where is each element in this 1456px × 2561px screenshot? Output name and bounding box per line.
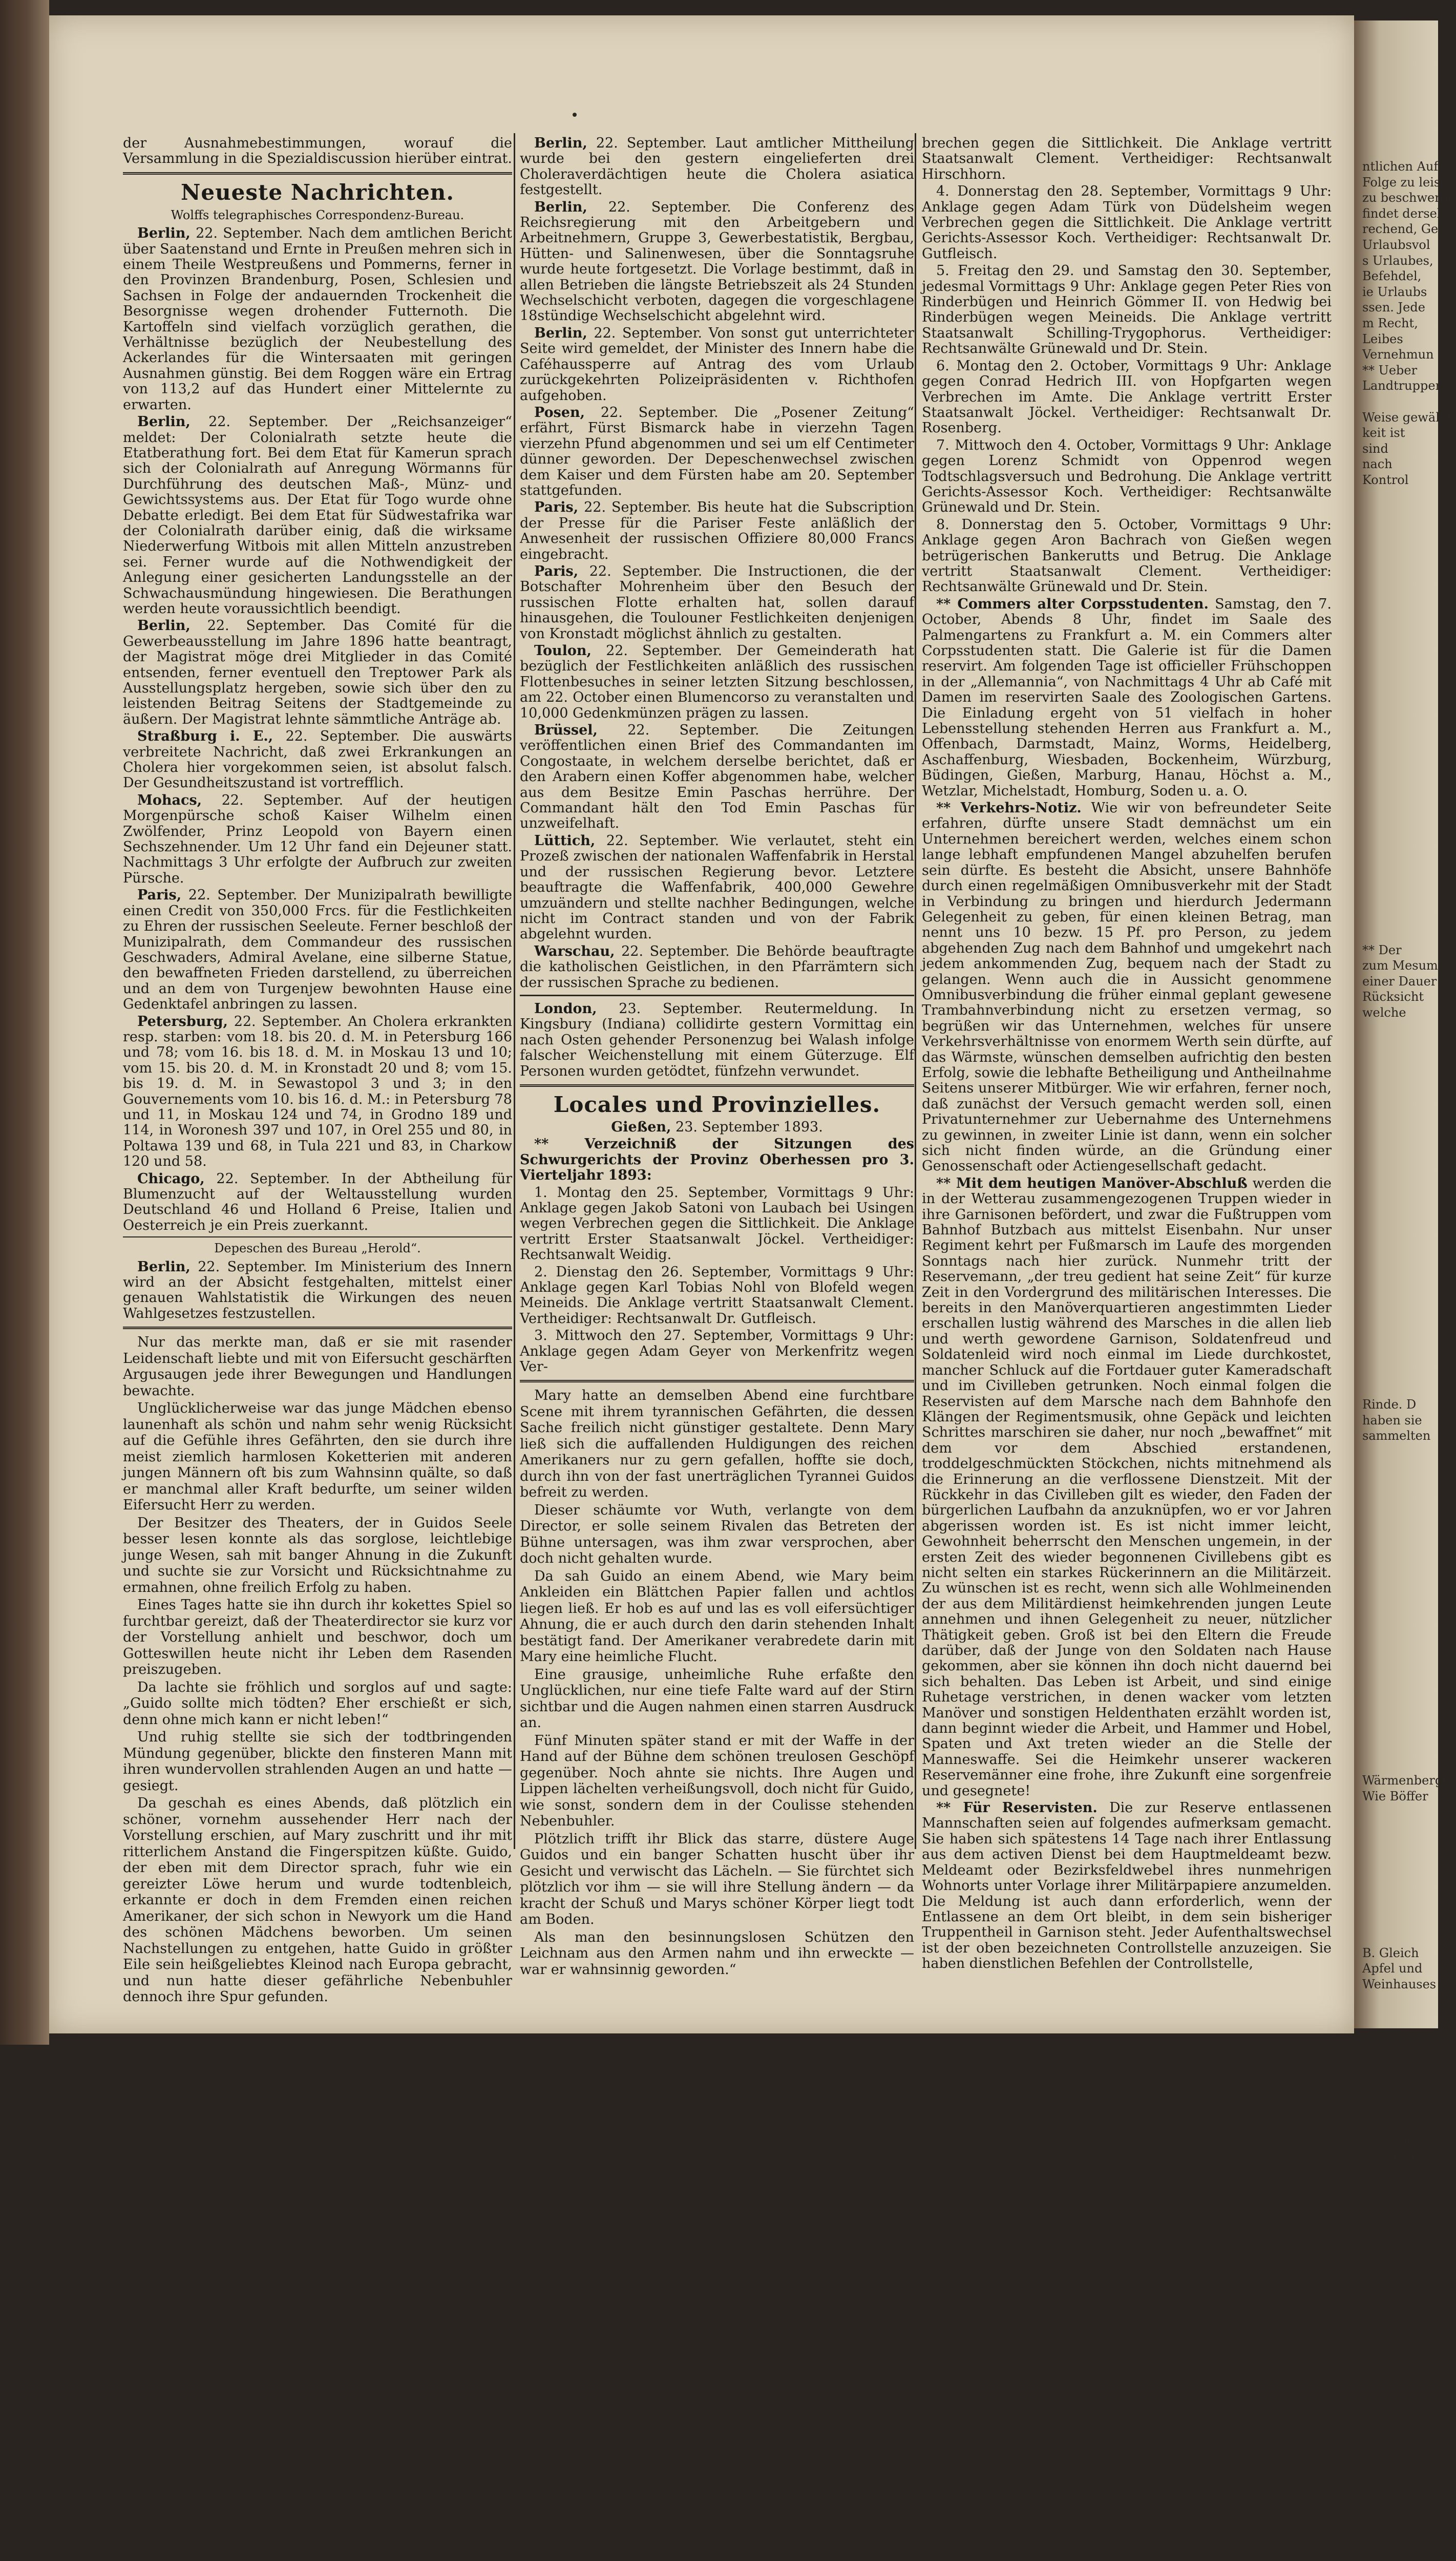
- adjacent-page-line: [1362, 723, 1439, 739]
- news-body: Die zur Reserve entlassenen Mannschaften seien auf folgendes aufmerksam gemacht. Sie haben sich spätestens 14 Tage nach ihrer Entlassung aus dem activen Dienst bei dem Hauptmeldeamt bezw. Meldeamt oder Bezirksfeldwebel ihres nunmehrigen Wohnorts unter Vorlage ihrer Militärpapiere anzumelden. Die Meldung ist auch dann erforderlich, wenn der Entlassene an dem Ort bleibt, in dem sein bisheriger Truppentheil in Garnison steht. Jeder Aufenthaltswechsel ist der oben bezeichneten Controllstelle anzuzeigen. Sie haben dienstlichen Befehlen der Controllstelle,: [922, 1800, 1332, 1972]
- adjacent-page-line: [1362, 1193, 1439, 1209]
- adjacent-page-line: [1362, 1632, 1439, 1648]
- news-dateline: London,: [534, 1000, 597, 1017]
- adjacent-page-line: B. Verhe: [1362, 2133, 1416, 2148]
- feuilleton-paragraph: Mary hatte an demselben Abend eine furchtbare Scene mit ihrem tyrannischen Gefährten, die dessen Sache freilich nicht günstiger gestaltete. Denn Mary ließ sich die auffallenden Huldigungen des reichen Amerikaners nur zu gern gefallen, hoffte sie doch, durch ihn von der fast unerträglichen Tyrannei Guidos befreit zu werden.: [520, 1388, 914, 1501]
- adjacent-page-line: [1362, 2259, 1439, 2275]
- adjacent-page-line: haben sie: [1362, 1413, 1422, 1428]
- news-item: [123, 888, 512, 1012]
- court-session: 4. Donnerstag den 28. September, Vormittags 9 Uhr: Anklage gegen Adam Türk von Düdelsheim wegen Verbrechen gegen die Sittlichkeit. Die Anklage vertritt Gerichts-Assessor Koch. Vertheidiger: Rechtsanwalt Dr. Gutfleisch.: [922, 183, 1332, 262]
- news-body: 23. September. Reutermeldung. In Kingsbury (Indiana) collidirte gestern Vormittag ein nach Osten gehender Personenzug bei Walash infolge falscher Weichenstellung mit einem Güterzuge. Elf Personen wurden getödtet, fünfzehn verwundet.: [520, 1000, 914, 1079]
- adjacent-page-line: [1362, 1663, 1439, 1679]
- adjacent-page-line: [1362, 2368, 1439, 2384]
- adjacent-page-line: nach: [1362, 457, 1392, 472]
- local-note: [922, 597, 1332, 799]
- adjacent-page-line: [1362, 644, 1439, 660]
- column-2: [520, 136, 914, 1979]
- adjacent-page-line: [1362, 2102, 1439, 2118]
- news-item: [123, 793, 512, 886]
- adjacent-page-line: [1362, 566, 1439, 582]
- adjacent-page-line: [1362, 1616, 1439, 1632]
- adjacent-page-line: [1362, 801, 1439, 817]
- court-session: 1. Montag den 25. September, Vormittags 9 Uhr: Anklage gegen Jakob Satoni von Laubach bei Usingen wegen Verbrechen gegen die Sittlichkeit. Die Anklage vertritt Erster Staatsanwalt Jöckel. Vertheidiger: Rechtsanwalt Weidig.: [520, 1184, 914, 1263]
- page-mark: [573, 113, 577, 117]
- news-dateline: Petersburg,: [137, 1013, 228, 1030]
- news-item: [123, 729, 512, 791]
- adjacent-page-line: [1362, 2509, 1439, 2525]
- adjacent-page-line: [1362, 1882, 1439, 1898]
- news-body: 22. September. Der Gemeinderath hat bezüglich der Festlichkeiten anläßlich des russischen Flottenbesuches in seiner letzten Sitzung beschlossen, am 22. October einen Blumencorso zu veranstalten und 10,000 Gedenkmünzen prägen zu lassen.: [520, 643, 914, 721]
- adjacent-page-text: [1362, 159, 1456, 2561]
- adjacent-page-line: [1362, 1178, 1439, 1193]
- adjacent-page-line: [1362, 2212, 1439, 2228]
- adjacent-page-line: [1362, 2243, 1439, 2259]
- adjacent-page-line: [1362, 2086, 1439, 2102]
- news-dateline: ** Für Reservisten.: [936, 1800, 1098, 1816]
- news-item: [123, 414, 512, 617]
- adjacent-page-line: [1362, 1757, 1439, 1773]
- adjacent-page-line: [1362, 1083, 1439, 1099]
- feuilleton-paragraph: Unglücklicherweise war das junge Mädchen ebenso launenhaft als schön und nahm sehr wenig Rücksicht auf die Gefühle ihres Gefährten, den sie durch ihre meist ziemlich harmlosen Koketterien mit anderen jungen Männern oft bis zum Wahnsinn quälte, so daß er manchmal aller Kraft bedurfte, um seiner wilden Eifersucht Herr zu werden.: [123, 1400, 512, 1514]
- adjacent-page-line: [1362, 582, 1439, 598]
- adjacent-page-line: [1362, 503, 1439, 519]
- adjacent-page-line: [1362, 911, 1439, 927]
- feuilleton-column-2: [520, 1388, 914, 1978]
- court-list: [922, 184, 1332, 595]
- news-item: [520, 136, 914, 198]
- feuilleton-paragraph: Als man den besinnungslosen Schützen den Leichnam aus den Armen nahm und ihn erweckte — war er wahnsinnig geworden.“: [520, 1929, 914, 1978]
- news-body: 22. September. Bis heute hat die Subscription der Presse für die Pariser Feste anläßlich der Anwesenheit der russischen Offiziere 80,000 Francs eingebracht.: [520, 499, 914, 562]
- adjacent-page-line: [1362, 2274, 1439, 2290]
- adjacent-page-line: [1362, 1459, 1439, 1475]
- news-body: 22. September. Wie verlautet, steht ein Prozeß zwischen der nationalen Waffenfabrik in Herstal und der russischen Regierung bevor. Letztere beauftragte die Waffenfabrik, 400,000 Gewehre umzuändern und stellte nachher Bedingungen, welche nicht im Contract standen und von der Fabrik abgelehnt wurden.: [520, 832, 914, 942]
- book-binding-left: [0, 0, 49, 2045]
- adjacent-page-line: [1362, 1350, 1439, 1366]
- adjacent-page-line: Befehdel,: [1362, 269, 1422, 284]
- adjacent-page-line: [1362, 519, 1439, 535]
- adjacent-page-line: [1362, 707, 1439, 723]
- news-item: [520, 326, 914, 404]
- adjacent-page-line: [1362, 1115, 1439, 1130]
- adjacent-page-line: [1362, 488, 1439, 503]
- adjacent-page-line: ** Der: [1362, 942, 1402, 957]
- divider: [520, 995, 914, 996]
- news-dateline: Berlin,: [137, 414, 191, 430]
- news-item: [123, 1014, 512, 1170]
- adjacent-page-line: rechend, Geg: [1362, 222, 1446, 237]
- adjacent-page-line: [1362, 1475, 1439, 1491]
- news-body: 22. September. Die Instructionen, die der Botschafter Mohrenheim über den Besuch der russischen Flotte erhalten hat, sollen darauf hinausgehen, die Toulouner Festlichkeiten denjenigen von Kronstadt möglichst ähnlich zu gestalten.: [520, 563, 914, 642]
- news-item: [520, 723, 914, 832]
- adjacent-page-line: [1362, 2493, 1439, 2509]
- adjacent-page-line: [1362, 770, 1439, 786]
- news-body: 22. September. Von sonst gut unterrichteter Seite wird gemeldet, der Minister des Innern habe die Caféhaussperre auf Antrag des vom Urlaub zurückgekehrten Polizeipräsidenten v. Richthofen aufgehoben.: [520, 325, 914, 404]
- adjacent-page-line: [1362, 1491, 1439, 1506]
- intro-text: der Ausnahmebestimmungen, worauf die Versammlung in die Spezialdiscussion hierüber eintrat.: [123, 135, 512, 167]
- news-item: [520, 833, 914, 942]
- feuilleton-paragraph: Plötzlich trifft ihr Blick das starre, düstere Auge Guidos und ein banger Schatten huscht über ihr Gesicht und verwischt das Lächeln. — Sie fürchtet sich plötzlich vor ihm — sie will ihre Stellung ändern — da kracht der Schuß und Marys schöner Körper liegt todt am Boden.: [520, 1831, 914, 1928]
- adjacent-page-line: ie Urlaubs: [1362, 284, 1427, 299]
- feuilleton-paragraph: Der Besitzer des Theaters, der in Guidos Seele besser lesen konnte als das sorglose, leichtlebige junge Wesen, sah mit banger Ahnung in die Zukunft und suchte sie zur Vorsicht und Rücksichtnahme zu ermahnen, ohne freilich Erfolg zu haben.: [123, 1515, 512, 1596]
- adjacent-page-line: [1362, 1726, 1439, 1741]
- adjacent-page-line: [1362, 2556, 1439, 2561]
- adjacent-page-line: [1362, 1381, 1439, 1397]
- news-body: werden die in der Wetterau zusammengezogenen Truppen wieder in ihre Garnisonen befördert, und zwar die Fußtruppen vom Bahnhof Butzbach aus mittelst Eisenbahn. Nur unser Regiment kehrt per Fußmarsch im Laufe des morgenden Sonntags nach hier zurück. Nunmehr tritt der Reservemann, „der treu gedient hat seine Zeit“ für kurze Zeit in den Vordergrund des militärischen Interesses. Die bereits in den Manöverquartieren angestimmten Lieder erschallen lustig während des Marsches in die allen lieb und werth gewordene Garnison, Soldatenfreud und Soldatenleid wird noch einmal im Liede durchkostet, mancher Schluck auf die Fortdauer guter Kameradschaft und im Civilleben getrunken. Noch einmal folgen die Reservisten auf dem Marsche nach dem Bahnhofe den Klängen der Regimentsmusik, ohne Gepäck und leichten Schrittes marschiren sie daher, nur noch „bewaffnet“ mit dem vor dem Abschied erstandenen, troddelgeschmückten Stöckchen, nichts mitnehmend als die Erinnerung an die verflossene Dienstzeit. Mit der Rückkehr in das Civilleben gilt es wieder, den Faden der bürgerlichen Laufbahn da anzuknüpfen, wo er vor Jahren abgerissen worden ist. Es ist nicht immer leicht, Gewohnheit beherrscht den Menschen ungemein, in der ersten Zeit des wieder begonnenen Civillebens gibt es nicht selten ein starkes Rückerinnern an die Militärzeit. Zu wünschen ist es recht, wenn sich alle Wohlmeinenden der aus dem Militärdienst heimkehrenden jungen Leute annehmen und ihnen Gelegenheit zu neuer, nützlicher Thätigkeit geben. Groß ist bei den Eltern die Freude darüber, daß der Junge von den Soldaten nach Hause gekommen, aber sie können ihn doch nicht dauernd bei sich behalten. Das Leben ist Arbeit, und sind einige Ruhetage verstrichen, in denen wacker vom letzten Manöver und sonstigen Heldenthaten erzählt worden ist, dann beginnt wieder die Arbeit, und Hammer und Hobel, Spaten und Axt treten wieder an die Stelle der Manneswaffe. Sei die Heimkehr unserer wackeren Reservemänner eine frohe, ihre Zukunft eine sorgenfreie und gesegnete!: [922, 1175, 1332, 1799]
- news-item: [520, 500, 914, 562]
- adjacent-page-line: s Urlaubes,: [1362, 253, 1433, 268]
- news-item: [520, 405, 914, 498]
- adjacent-page-line: [1362, 754, 1439, 770]
- adjacent-page-line: [1362, 1804, 1439, 1820]
- adjacent-page-line: [1362, 1992, 1439, 2008]
- adjacent-page-line: [1362, 394, 1439, 410]
- adjacent-page-line: [1362, 691, 1439, 707]
- news-dateline: Mohacs,: [137, 792, 202, 808]
- adjacent-page-line: Leibes: [1362, 331, 1403, 346]
- adjacent-page-line: [1362, 1303, 1439, 1318]
- news-dateline: Berlin,: [137, 1258, 191, 1275]
- adjacent-page-line: [1362, 2227, 1439, 2243]
- adjacent-page-line: Weinhauses: [1362, 1977, 1437, 1991]
- adjacent-page-line: [1362, 1929, 1439, 1945]
- news-item: [520, 564, 914, 642]
- news-item: [123, 618, 512, 727]
- adjacent-page-line: [1362, 2416, 1439, 2431]
- adjacent-page-line: [1362, 2384, 1439, 2400]
- news-dateline: Paris,: [534, 499, 579, 516]
- news-body: 22. September. An Cholera erkrankten resp. starben: vom 18. bis 20. d. M. in Petersburg 166 und 78; vom 16. bis 18. d. M. in Moskau 13 und 10; vom 15. bis 20. d. M. in Kronstadt 20 und 8; vom 15. bis 19. d. M. in Sewastopol 3 und 3; in den Gouvernements vom 10. bis 16. d. M.: in Petersburg 78 und 11, in Moskau 124 und 74, in Grodno 189 und 114, in Woronesh 397 und 107, in Orel 255 und 80, in Poltawa 139 und 68, in Tula 221 und 83, in Charkow 120 und 58.: [123, 1013, 512, 1170]
- adjacent-page-line: [1362, 1334, 1439, 1350]
- feuilleton-column-1: [123, 1334, 512, 2005]
- local-note: [922, 1800, 1332, 1971]
- adjacent-page-line: [1362, 895, 1439, 911]
- adjacent-page-line: [1362, 2321, 1439, 2337]
- adjacent-page-line: [1362, 2055, 1439, 2071]
- news-body: 22. September. Die „Posener Zeitung“ erfährt, Fürst Bismarck habe in vierzehn Tagen vierzehn Pfund abgenommen und sei um elf Centimeter dünner geworden. Der Depeschenwechsel zwischen dem Kaiser und dem Fürsten habe am 20. September stattgefunden.: [520, 404, 914, 498]
- news-body: 22. September. Laut amtlicher Mittheilung wurde bei den gestern eingelieferten drei Choleraverdächtigen heute die Cholera asiatica festgestellt.: [520, 135, 914, 198]
- adjacent-page-line: [1362, 2353, 1439, 2368]
- adjacent-page-line: [1362, 676, 1439, 692]
- news-dateline: Brüssel,: [534, 722, 598, 739]
- adjacent-page-line: Landtruppen: [1362, 379, 1444, 393]
- adjacent-page-line: Apfel und: [1362, 1961, 1423, 1976]
- feuilleton-paragraph: Da sah Guido an einem Abend, wie Mary beim Ankleiden ein Blättchen Papier fallen und achtlos liegen ließ. Er hob es auf und las es voll eifersüchtiger Ahnung, die er auch durch den darin stehenden Inhalt bestätigt fand. Der Amerikaner verabredete darin mit Mary eine heimliche Flucht.: [520, 1568, 914, 1665]
- news-dateline: Berlin,: [534, 325, 587, 341]
- news-dateline: ** Verkehrs-Notiz.: [936, 800, 1082, 816]
- news-dateline: Paris,: [534, 563, 579, 579]
- adjacent-page-line: [1362, 1522, 1439, 1538]
- news-body: 22. September. Die Zeitungen veröffentlichen einen Brief des Commandanten im Congostaate, in welchem derselbe berichtet, daß er den Arabern einen Koffer abgenommen habe, welcher aus dem Besitze Emin Paschas herrühre. Der Commandant hält den Tod Emin Paschas für unzweifelhaft.: [520, 722, 914, 832]
- adjacent-page-line: [1362, 2196, 1439, 2212]
- adjacent-page-line: [1362, 1444, 1439, 1460]
- section-title-news: Neueste Nachrichten.: [181, 179, 454, 205]
- adjacent-page-line: [1362, 1130, 1439, 1146]
- feuilleton-paragraph: Eines Tages hatte sie ihn durch ihr kokettes Spiel so furchtbar gereizt, daß der Theaterdirector sie kurz vor der Vorstellung anhielt und beschwor, doch um Gotteswillen heute nicht ihr Leben dem Rasenden preiszugeben.: [123, 1597, 512, 1678]
- dateline-city: Gießen,: [611, 1119, 671, 1135]
- adjacent-page-line: [1362, 848, 1439, 864]
- adjacent-page-line: sind: [1362, 441, 1388, 456]
- news-list: [123, 226, 512, 1233]
- adjacent-page-line: [1362, 1067, 1439, 1083]
- adjacent-page-line: [1362, 1036, 1439, 1052]
- adjacent-page-line: [1362, 1851, 1439, 1867]
- adjacent-page-line: [1362, 817, 1439, 833]
- local-dateline: [520, 1120, 914, 1135]
- adjacent-page-line: Wasserhaus: [1362, 2149, 1437, 2164]
- adjacent-page-line: [1362, 879, 1439, 895]
- column-1: [123, 136, 512, 2007]
- adjacent-page-line: [1362, 551, 1439, 566]
- adjacent-page-line: [1362, 2070, 1439, 2086]
- adjacent-page-line: [1362, 1287, 1439, 1303]
- column-rule-1: [514, 133, 515, 1849]
- dateline-date: 23. September 1893.: [676, 1119, 823, 1135]
- adjacent-page-line: [1362, 2337, 1439, 2353]
- feuilleton-paragraph: Nur das merkte man, daß er sie mit rasender Leidenschaft liebte und mit von Eifersucht geschärften Argusaugen jede ihrer Bewegungen und Handlungen bewachte.: [123, 1334, 512, 1399]
- divider: [123, 1236, 512, 1237]
- adjacent-page-line: Kontrol: [1362, 472, 1409, 487]
- adjacent-page-line: [1362, 833, 1439, 849]
- news-dateline: Berlin,: [137, 225, 191, 242]
- news-item: [123, 1171, 512, 1234]
- adjacent-page-line: [1362, 2008, 1439, 2024]
- news-body: 22. September. In der Abtheilung für Blumenzucht auf der Weltausstellung wurden Deutschland 46 und Holland 6 Preise, Italien und Oesterreich je ein Preis zuerkannt.: [123, 1170, 512, 1233]
- court-session: 2. Dienstag den 26. September, Vormittags 9 Uhr: Anklage gegen Karl Tobias Nohl von Blofeld wegen Meineids. Die Anklage vertritt Staatsanwalt Clement. Vertheidiger: Rechtsanwalt Dr. Gutfleisch.: [520, 1264, 914, 1327]
- adjacent-page-line: [1362, 1836, 1439, 1852]
- court-continuation: brechen gegen die Sittlichkeit. Die Anklage vertritt Staatsanwalt Clement. Vertheidiger: Rechtsanwalt Hirschhorn.: [922, 135, 1332, 182]
- court-session: 7. Mittwoch den 4. October, Vormittags 9 Uhr: Anklage gegen Lorenz Schmidt von Oppenrod wegen Todtschlagsversuch und Bedrohung. Die Anklage vertritt Gerichts-Assessor Koch. Vertheidiger: Rechtsanwälte Grünewald und Dr. Stein.: [922, 437, 1332, 516]
- section-title-local: Locales und Provinzielles.: [553, 1091, 881, 1117]
- adjacent-page-line: sammelten: [1362, 1429, 1431, 1443]
- herold-heading: Depeschen des Bureau „Herold“.: [214, 1241, 421, 1256]
- news-item: [520, 1001, 914, 1079]
- adjacent-page-line: Weise gewählt: [1362, 410, 1452, 425]
- adjacent-page-line: Urlaubsvol: [1362, 237, 1430, 252]
- adjacent-page-line: [1362, 1694, 1439, 1710]
- news-dateline: Lüttich,: [534, 832, 596, 849]
- adjacent-page-line: [1362, 1554, 1439, 1569]
- news-item: [520, 643, 914, 721]
- court-session: 8. Donnerstag den 5. October, Vormittags 9 Uhr: Anklage gegen Aron Bachrach von Gießen wegen betrügerischen Bankerutts und Betrug. Die Anklage vertritt Staatsanwalt Clement. Vertheidiger: Rechtsanwälte Grünewald und Dr. Stein.: [922, 516, 1332, 595]
- adjacent-page-line: [1362, 2039, 1439, 2055]
- news-body: Samstag, den 7. October, Abends 8 Uhr, findet im Saale des Palmengartens zu Frankfurt a. M. ein Commers alter Corpsstudenten statt. Die Galerie ist für die Damen reservirt. Am folgenden Tage ist officieller Frühschoppen in der „Allemannia“, von Nachmittags 4 Uhr ab Café mit Damen im reservirten Saale des Zoologischen Gartens. Die Einladung ergeht von 51 vielfach in hoher Lebensstellung stehenden Herren aus Frankfurt a. M., Offenbach, Darmstadt, Mainz, Worms, Heidelberg, Aschaffenburg, Wiesbaden, Bockenheim, Würzburg, Büdingen, Gießen, Marburg, Hanau, Höchst a. M., Wetzlar, Michelstadt, Homburg, Soden u. a. O.: [922, 596, 1332, 799]
- news-body: 22. September. Die auswärts verbreitete Nachricht, daß zwei Erkrankungen an Cholera hier vorgekommen seien, ist absolut falsch. Der Gesundheitszustand ist vortrefflich.: [123, 728, 512, 791]
- news-body: 22. September. Die Conferenz des Reichsregierung mit den Arbeitgebern und Arbeitnehmern, Gruppe 3, Gewerbestatistik, Bergbau, Hütten- und Salinenwesen, über die Sonntagsruhe wurde heute fortgesetzt. Die Vorlage bestimmt, daß in allen Betrieben die längste Betriebszeit als 24 Stunden Wechselschicht verboten, dagegen die vorgeschlagene 18stündige Wechselschicht abgelehnt wird.: [520, 199, 914, 324]
- adjacent-page-line: [1362, 2462, 1439, 2478]
- adjacent-page-line: [1362, 1099, 1439, 1115]
- adjacent-page-line: [1362, 2290, 1439, 2306]
- adjacent-page-line: [1362, 1146, 1439, 1162]
- news-body: 22. September. Der „Reichsanzeiger“ meldet: Der Colonialrath setzte heute die Etatberathung fort. Bei dem Etat für Kamerun sprach sich der Colonialrath auf Anregung Wörmanns für Durchführung des deutschen Maß-, Münz- und Gewichtssystems aus. Der Etat für Togo wurde ohne Debatte erledigt. Bei dem Etat für Südwestafrika war der Colonialrath darüber einig, daß die wirksame Niederwerfung Witbois mit allen Mitteln anzustreben sei. Ferner wurde auf die Nothwendigkeit der Anlegung einer gesicherten Landungsstelle an der Schwachausmündung hingewiesen. Die Berathungen werden heute voraussichtlich beendigt.: [123, 414, 512, 617]
- court-session: 6. Montag den 2. October, Vormittags 9 Uhr: Anklage gegen Conrad Hedrich III. von Hopfgarten wegen Verbrechen im Amte. Die Anklage vertritt Erster Staatsanwalt Jöckel. Vertheidiger: Rechtsanwalt Dr. Rosenberg.: [922, 358, 1332, 436]
- adjacent-page-line: Vernehmun: [1362, 347, 1434, 362]
- news-body: Wie wir von befreundeter Seite erfahren, dürfte unsere Stadt demnächst um ein Unternehmen bereichert werden, welches einem schon lange lebhaft empfundenen Mangel abzuhelfen berufen sein dürfte. Es besteht die Absicht, unsere Bahnhöfe durch einen regelmäßigen Omnibusverkehr mit der Stadt in Verbindung zu bringen und hierdurch Jedermann Gelegenheit zu geben, für einen kleinen Betrag, man nennt uns 10 bezw. 15 Pf. pro Person, zu jedem abgehenden Zug nach dem Bahnhof und umgekehrt nach jedem ankommenden Zug, bequem nach der Stadt zu gelangen. Wenn auch die in Aussicht genommene Omnibusverbindung die früher einmal geplant gewesene Trambahnverbindung nicht zu ersetzen vermag, so begrüßen wir das Unternehmen, welches für unsere Verkehrsverhältnisse von enormem Werth sein dürfte, auf das Wärmste, wünschen demselben aufrichtig den besten Erfolg, sowie die lebhafte Betheiligung und Antheilnahme Seitens unserer Mitbürger. Wie wir erfahren, ferner noch, daß zunächst der Versuch gemacht werden soll, einen Privatunternehmer zur Uebernahme des Unternehmens zu gewinnen, in zweiter Linie ist dann, wenn ein solcher sich nicht finden würde, an die Gründung einer Genossenschaft oder Actiengesellschaft gedacht.: [922, 800, 1332, 1174]
- adjacent-page-line: [1362, 613, 1439, 629]
- adjacent-page-line: welche: [1362, 1005, 1406, 1020]
- adjacent-page-line: Rinde. D: [1362, 1397, 1417, 1412]
- local-note: [922, 801, 1332, 1174]
- adjacent-page-line: [1362, 1538, 1439, 1554]
- news-dateline: ** Mit dem heutigen Manöver-Abschluß: [936, 1175, 1248, 1191]
- court-list: [520, 1185, 914, 1375]
- news-item: [520, 944, 914, 991]
- divider: [520, 1084, 914, 1087]
- adjacent-page-line: Folge zu leiste: [1362, 175, 1453, 190]
- news-body: 22. September. Das Comité für die Gewerbeausstellung im Jahre 1896 hatte beantragt, der Magistrat möge drei Mitglieder in das Comité entsenden, ferner eventuell den Treptower Park als Ausstellungsplatz hergeben, sowie sich über den zu leistenden Beitrag Seitens der Stadtgemeinde zu äußern. Der Magistrat lehnte sämmtliche Anträge ab.: [123, 618, 512, 727]
- adjacent-page-line: [1362, 1914, 1439, 1930]
- news-item: [520, 200, 914, 324]
- adjacent-page-line: [1362, 535, 1439, 551]
- adjacent-page-line: findet derselb: [1362, 206, 1449, 221]
- adjacent-page-line: [1362, 2478, 1439, 2494]
- court-session: 3. Mittwoch den 27. September, Vormittags 9 Uhr: Anklage gegen Adam Geyer von Merkenfritz wegen Ver-: [520, 1328, 914, 1375]
- adjacent-page-line: [1362, 1569, 1439, 1585]
- adjacent-page-line: B. Gleich: [1362, 1945, 1419, 1960]
- adjacent-page-line: [1362, 1209, 1439, 1225]
- adjacent-page-line: [1362, 1647, 1439, 1663]
- adjacent-page-line: [1362, 2400, 1439, 2416]
- adjacent-page-line: [1362, 2024, 1439, 2040]
- feuilleton-paragraph: Fünf Minuten später stand er mit der Waffe in der Hand auf der Bühne dem schönen treulosen Geschöpf gegenüber. Noch ahnte sie nichts. Ihre Augen und Lippen lächelten verheißungsvoll, doch nicht für Guido, wie sonst, sondern dem in der Coulisse stehenden Nebenbuhler.: [520, 1732, 914, 1830]
- divider: [123, 172, 512, 175]
- local-note: [922, 1176, 1332, 1799]
- adjacent-page-line: [1362, 1710, 1439, 1726]
- adjacent-page-line: [1362, 1741, 1439, 1757]
- adjacent-page-line: [1362, 1162, 1439, 1178]
- adjacent-page-line: m Recht,: [1362, 316, 1418, 330]
- adjacent-page-line: [1362, 2117, 1439, 2133]
- adjacent-page-line: [1362, 660, 1439, 676]
- adjacent-page-line: [1362, 739, 1439, 754]
- news-body: 22. September. Im Ministerium des Innern wird an der Absicht festgehalten, mittelst einer genauen Wahlstatistik die Wirkungen des neuen Wahlgesetzes festzustellen.: [123, 1258, 512, 1321]
- news-dateline: Berlin,: [534, 135, 587, 151]
- adjacent-page-edge: [1354, 20, 1456, 2164]
- feuilleton-paragraph: Und ruhig stellte sie sich der todtbringenden Mündung gegenüber, blickte den finsteren Mann mit ihren wundervollen strahlenden Augen an und hatte — gesiegt.: [123, 1729, 512, 1794]
- news-dateline: Posen,: [534, 404, 585, 421]
- adjacent-page-line: [1362, 1052, 1439, 1068]
- news-item: [123, 226, 512, 413]
- adjacent-page-line: ntlichen Aufsi: [1362, 159, 1449, 174]
- adjacent-page-line: [1362, 2525, 1439, 2541]
- adjacent-page-line: [1362, 1820, 1439, 1836]
- news-body: 22. September. Die Behörde beauftragte die katholischen Geistlichen, in den Pfarrämtern sich der russischen Sprache zu bedienen.: [520, 943, 914, 991]
- adjacent-page-line: [1362, 1224, 1439, 1240]
- adjacent-page-line: [1362, 2541, 1439, 2556]
- adjacent-page-line: [1362, 1240, 1439, 1256]
- adjacent-page-line: [1362, 1506, 1439, 1522]
- news-list: [520, 136, 914, 991]
- news-dateline: Straßburg i. E.,: [137, 728, 273, 745]
- adjacent-page-line: zu beschwerde: [1362, 191, 1456, 205]
- adjacent-page-line: einer Dauer: [1362, 974, 1437, 989]
- adjacent-page-line: [1362, 2305, 1439, 2321]
- adjacent-page-line: [1362, 1679, 1439, 1695]
- adjacent-page-line: [1362, 1867, 1439, 1883]
- news-dateline: Berlin,: [534, 199, 587, 215]
- news-dateline: Chicago,: [137, 1170, 205, 1187]
- adjacent-page-line: ** Ueber: [1362, 363, 1418, 377]
- adjacent-page-line: Wie Böffer: [1362, 1789, 1428, 1803]
- news-body: 22. September. Nach dem amtlichen Bericht über Saatenstand und Ernte in Preußen mehren sich in einem Theile Westpreußens und Pommerns, ferner in den Provinzen Brandenburg, Posen, Schlesien und Sachsen in Folge der andauernden Trockenheit die Besorgnisse wegen drohender Futternoth. Die Kartoffeln sind vielfach vorzüglich gerathen, die Verhältnisse bezüglich der Neubestellung des Ackerlandes für die Wintersaaten mit geringen Ausnahmen günstig. Bei dem Roggen wäre ein Ertrag von 113,2 auf das Hundert einer Mittelernte zu erwarten.: [123, 225, 512, 413]
- news-body: 22. September. Auf der heutigen Morgenpürsche schoß Kaiser Wilhelm einen Zwölfender, Prinz Leopold von Bayern einen Sechszehnender. Um 12 Uhr fand ein Dejeuner statt. Nachmittags 3 Uhr erfolgte der Aufbruch zur zweiten Pürsche.: [123, 792, 512, 886]
- feuilleton-paragraph: Eine grausige, unheimliche Ruhe erfaßte den Unglücklichen, nur eine tiefe Falte ward auf der Stirn sichtbar und die Augen nahmen einen starren Ausdruck an.: [520, 1666, 914, 1731]
- news-item: [123, 1259, 512, 1322]
- adjacent-page-line: [1362, 2165, 1439, 2180]
- adjacent-page-line: [1362, 598, 1439, 614]
- adjacent-page-line: [1362, 1021, 1439, 1037]
- feuilleton-paragraph: Dieser schäumte vor Wuth, verlangte von dem Director, er solle seinem Rivalen das Betreten der Bühne untersagen, was ihm zwar versprochen, aber doch nicht gehalten wurde.: [520, 1502, 914, 1567]
- adjacent-page-line: Rücksicht: [1362, 990, 1424, 1004]
- adjacent-page-line: [1362, 2447, 1439, 2463]
- adjacent-page-line: [1362, 1898, 1439, 1914]
- news-dateline: Berlin,: [137, 618, 191, 634]
- feuilleton-paragraph: Da lachte sie fröhlich und sorglos auf und sagte: „Guido sollte mich tödten? Eher erschießt er sich, denn ohne mich kann er nicht leben!“: [123, 1679, 512, 1728]
- adjacent-page-line: [1362, 864, 1439, 880]
- adjacent-page-line: [1362, 1366, 1439, 1381]
- column-rule-2: [915, 133, 916, 1849]
- adjacent-page-line: [1362, 1318, 1439, 1334]
- news-dateline: Toulon,: [534, 643, 592, 659]
- adjacent-page-line: zum Mesum: [1362, 958, 1438, 973]
- adjacent-page-line: [1362, 2180, 1439, 2196]
- adjacent-page-line: [1362, 2431, 1439, 2447]
- adjacent-page-line: [1362, 1256, 1439, 1272]
- adjacent-page-line: [1362, 1271, 1439, 1287]
- news-dateline: ** Commers alter Corpsstudenten.: [936, 596, 1209, 612]
- local-notes: [922, 597, 1332, 1972]
- feuilleton-divider: [520, 1380, 914, 1382]
- news-dateline: Warschau,: [534, 943, 615, 959]
- court-heading: ** Verzeichniß der Sitzungen des Schwurgerichts der Provinz Oberhessen pro 3. Vierteljahr 1893:: [520, 1136, 914, 1184]
- news-body: 22. September. Der Munizipalrath bewilligte einen Credit von 350,000 Frcs. für die Festlichkeiten zu Ehren der russischen Seeleute. Ferner beschloß der Munizipalrath, dem Commandeur des russischen Geschwaders, Admiral Avelane, eine silberne Statue, den bewaffneten Frieden darstellend, zu überreichen und an dem von Turgenjew bewohnten Hause eine Gedenktafel anbringen zu lassen.: [123, 887, 512, 1013]
- column-3: [922, 136, 1332, 1974]
- feuilleton-divider: [123, 1327, 512, 1329]
- adjacent-page-line: Wärmenberger: [1362, 1773, 1456, 1788]
- adjacent-page-line: [1362, 927, 1439, 942]
- wire-source: Wolffs telegraphisches Correspondenz-Bureau.: [171, 207, 465, 222]
- news-dateline: Paris,: [137, 887, 182, 904]
- adjacent-page-line: [1362, 786, 1439, 802]
- adjacent-page-line: [1362, 1585, 1439, 1601]
- adjacent-page-line: [1362, 629, 1439, 645]
- adjacent-page-line: ssen. Jede: [1362, 300, 1425, 315]
- feuilleton-paragraph: Da geschah es eines Abends, daß plötzlich ein schöner, vornehm aussehender Herr nach der Vorstellung erschien, auf Mary zuschritt und ihr mit ritterlichem Anstand die Fingerspitzen küßte. Guido, der eben mit dem Director sprach, fuhr wie ein gereizter Löwe herum und wurde todtenbleich, erkannte er doch in dem Fremden einen reichen Amerikaner, der sich schon in Newyork um die Hand des schönen Mädchens beworben. Um seinen Nachstellungen zu entgehen, hatte Guido in größter Eile sein heißgeliebtes Kleinod nach Europa gebracht, und nun hatte dieser gefährliche Nebenbuhler dennoch ihre Spur gefunden.: [123, 1795, 512, 2005]
- court-session: 5. Freitag den 29. und Samstag den 30. September, jedesmal Vormittags 9 Uhr: Anklage gegen Peter Ries von Rinderbügen und Heinrich Gömmer II. von Hedwig bei Rinderbügen wegen Meineids. Die Anklage vertritt Staatsanwalt Schilling-Trygophorus. Vertheidiger: Rechtsanwälte Grünewald und Dr. Stein.: [922, 263, 1332, 357]
- adjacent-page-line: keit ist: [1362, 426, 1405, 440]
- adjacent-page-line: [1362, 1601, 1439, 1617]
